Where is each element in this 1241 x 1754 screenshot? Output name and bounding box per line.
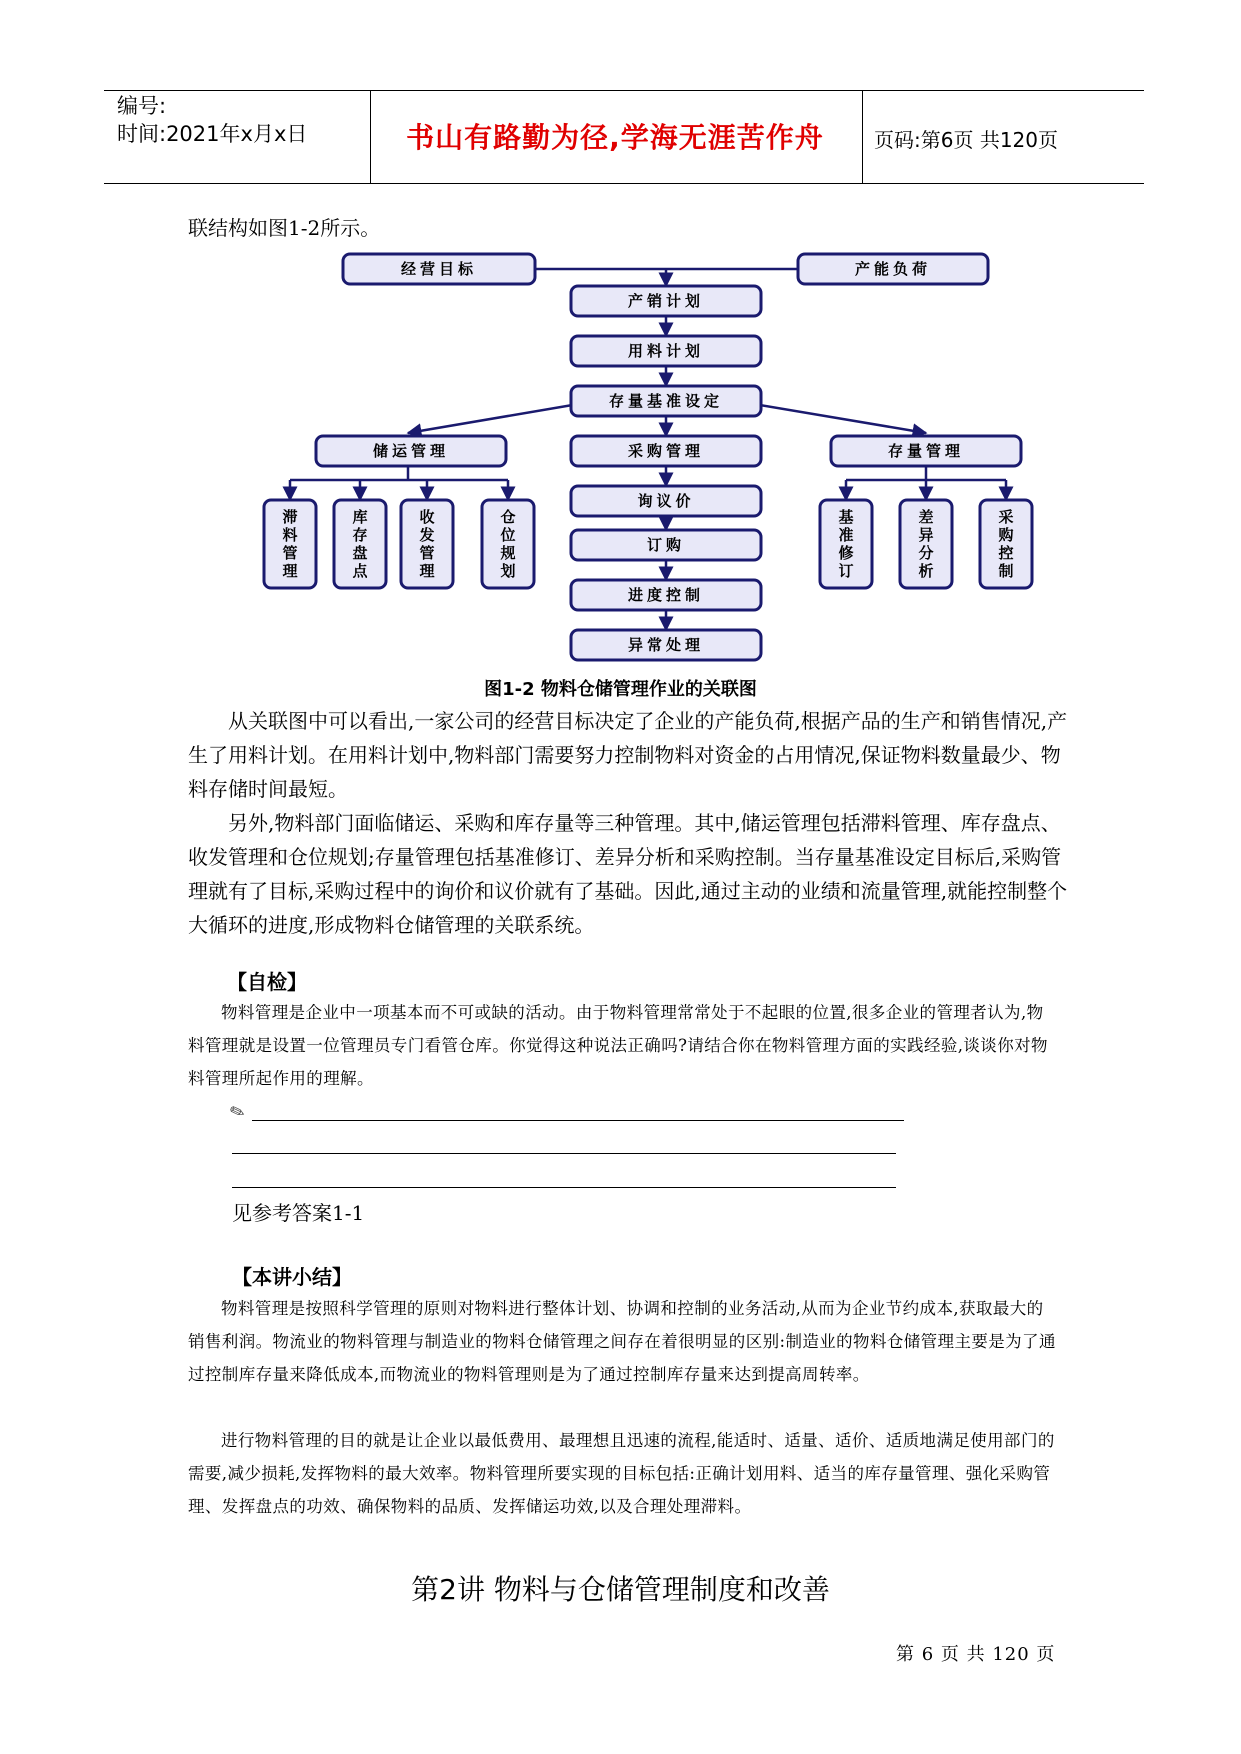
answer-line-1[interactable] <box>252 1120 904 1121</box>
arrow-to-storage-mgmt <box>408 401 596 433</box>
arrow-to-stock-mgmt <box>736 401 926 433</box>
document-number-label: 编号: <box>117 94 167 118</box>
node-progress <box>571 580 761 610</box>
node-dead-stock <box>264 500 316 588</box>
summary-heading: 【本讲小结】 <box>232 1265 352 1289</box>
node-exception <box>571 630 761 660</box>
diagram-boxes <box>264 254 1032 660</box>
node-label: 库存盘点 <box>352 508 368 580</box>
node-label: 异常处理 <box>627 636 705 654</box>
header-page-info: 页码:第6页 共120页 <box>874 128 1058 152</box>
node-label: 产能负荷 <box>854 260 932 278</box>
node-label: 采购控制 <box>998 508 1014 580</box>
node-label: 存量基准设定 <box>608 392 724 410</box>
node-label: 经营目标 <box>400 260 478 278</box>
node-order <box>571 530 761 560</box>
lecture-title: 第2讲 物料与仓储管理制度和改善 <box>411 1573 830 1606</box>
page-footer: 第 6 页 共 120 页 <box>896 1644 1056 1665</box>
node-stock-mgmt <box>831 436 1021 466</box>
node-variance <box>900 500 952 588</box>
node-purchase-ctrl <box>980 500 1032 588</box>
node-production-plan <box>571 286 761 316</box>
node-label: 差异分析 <box>918 508 934 580</box>
node-receive-send <box>401 500 453 588</box>
node-inquiry <box>571 486 761 516</box>
node-stock-baseline <box>571 386 761 416</box>
paragraph-1: 从关联图中可以看出,一家公司的经营目标决定了企业的产能负荷,根据产品的生产和销售情况,产生了用料计划。在用料计划中,物料部门需要努力控制物料对资金的占用情况,保证物料数量最少、物料存储时间最短。 <box>188 709 1068 801</box>
relationship-diagram <box>0 0 1241 680</box>
node-capacity <box>798 254 988 284</box>
node-baseline-revise <box>820 500 872 588</box>
node-material-plan <box>571 336 761 366</box>
node-label: 用料计划 <box>627 342 705 360</box>
node-purchase-mgmt <box>571 436 761 466</box>
reference-answer-note: 见参考答案1-1 <box>232 1201 365 1225</box>
node-label: 收发管理 <box>419 508 435 580</box>
node-label: 订购 <box>646 536 686 554</box>
self-check-heading: 【自检】 <box>227 970 307 994</box>
node-label: 储运管理 <box>372 442 450 460</box>
node-label: 产销计划 <box>627 292 705 310</box>
answer-line-2[interactable] <box>232 1153 896 1154</box>
summary-paragraph-2: 进行物料管理的目的就是让企业以最低费用、最理想且迅速的流程,能适时、适量、适价、适质地满足使用部门的需要,减少损耗,发挥物料的最大效率。物料管理所要实现的目标包括:正确计划用料、适当的库存量管理、强化采购管理、发挥盘点的功效、确保物料的品质、发挥储运功效,以及合理处理滞料。 <box>188 1431 1055 1516</box>
summary-paragraph-1: 物料管理是按照科学管理的原则对物料进行整体计划、协调和控制的业务活动,从而为企业节约成本,获取最大的销售利润。物流业的物料管理与制造业的物料仓储管理之间存在着很明显的区别:制造业的物料仓储管理主要是为了通过控制库存量来降低成本,而物流业的物料管理则是为了通过控制库存量来达到提高周转率。 <box>188 1299 1056 1384</box>
pen-icon: ✎ <box>226 1100 249 1125</box>
node-inventory-count <box>334 500 386 588</box>
node-label: 进度控制 <box>627 586 705 604</box>
node-label: 采购管理 <box>627 442 705 460</box>
header-motto: 书山有路勤为径,学海无涯苦作舟 <box>406 121 824 154</box>
node-goal <box>343 254 535 284</box>
node-label: 仓位规划 <box>500 508 516 580</box>
document-time-label: 时间:2021年x月x日 <box>117 122 308 146</box>
self-check-text: 物料管理是企业中一项基本而不可或缺的活动。由于物料管理常常处于不起眼的位置,很多企业的管理者认为,物料管理就是设置一位管理员专门看管仓库。你觉得这种说法正确吗?请结合你在物料管理方面的实践经验,谈谈你对物料管理所起作用的理解。 <box>188 1003 1048 1088</box>
node-label: 询议价 <box>637 492 695 510</box>
node-storage-mgmt <box>316 436 506 466</box>
node-label: 基准修订 <box>838 508 854 580</box>
intro-line: 联结构如图1-2所示。 <box>188 216 381 240</box>
figure-caption: 图1-2 物料仓储管理作业的关联图 <box>484 679 757 700</box>
node-label: 滞料管理 <box>282 508 298 580</box>
paragraph-2: 另外,物料部门面临储运、采购和库存量等三种管理。其中,储运管理包括滞料管理、库存盘点、收发管理和仓位规划;存量管理包括基准修订、差异分析和采购控制。当存量基准设定目标后,采购管理就有了目标,采购过程中的询价和议价就有了基础。因此,通过主动的业绩和流量管理,就能控制整个大循环的进度,形成物料仓储管理的关联系统。 <box>188 811 1068 937</box>
answer-line-3[interactable] <box>232 1187 896 1188</box>
node-location-plan <box>482 500 534 588</box>
node-label: 存量管理 <box>887 442 965 460</box>
